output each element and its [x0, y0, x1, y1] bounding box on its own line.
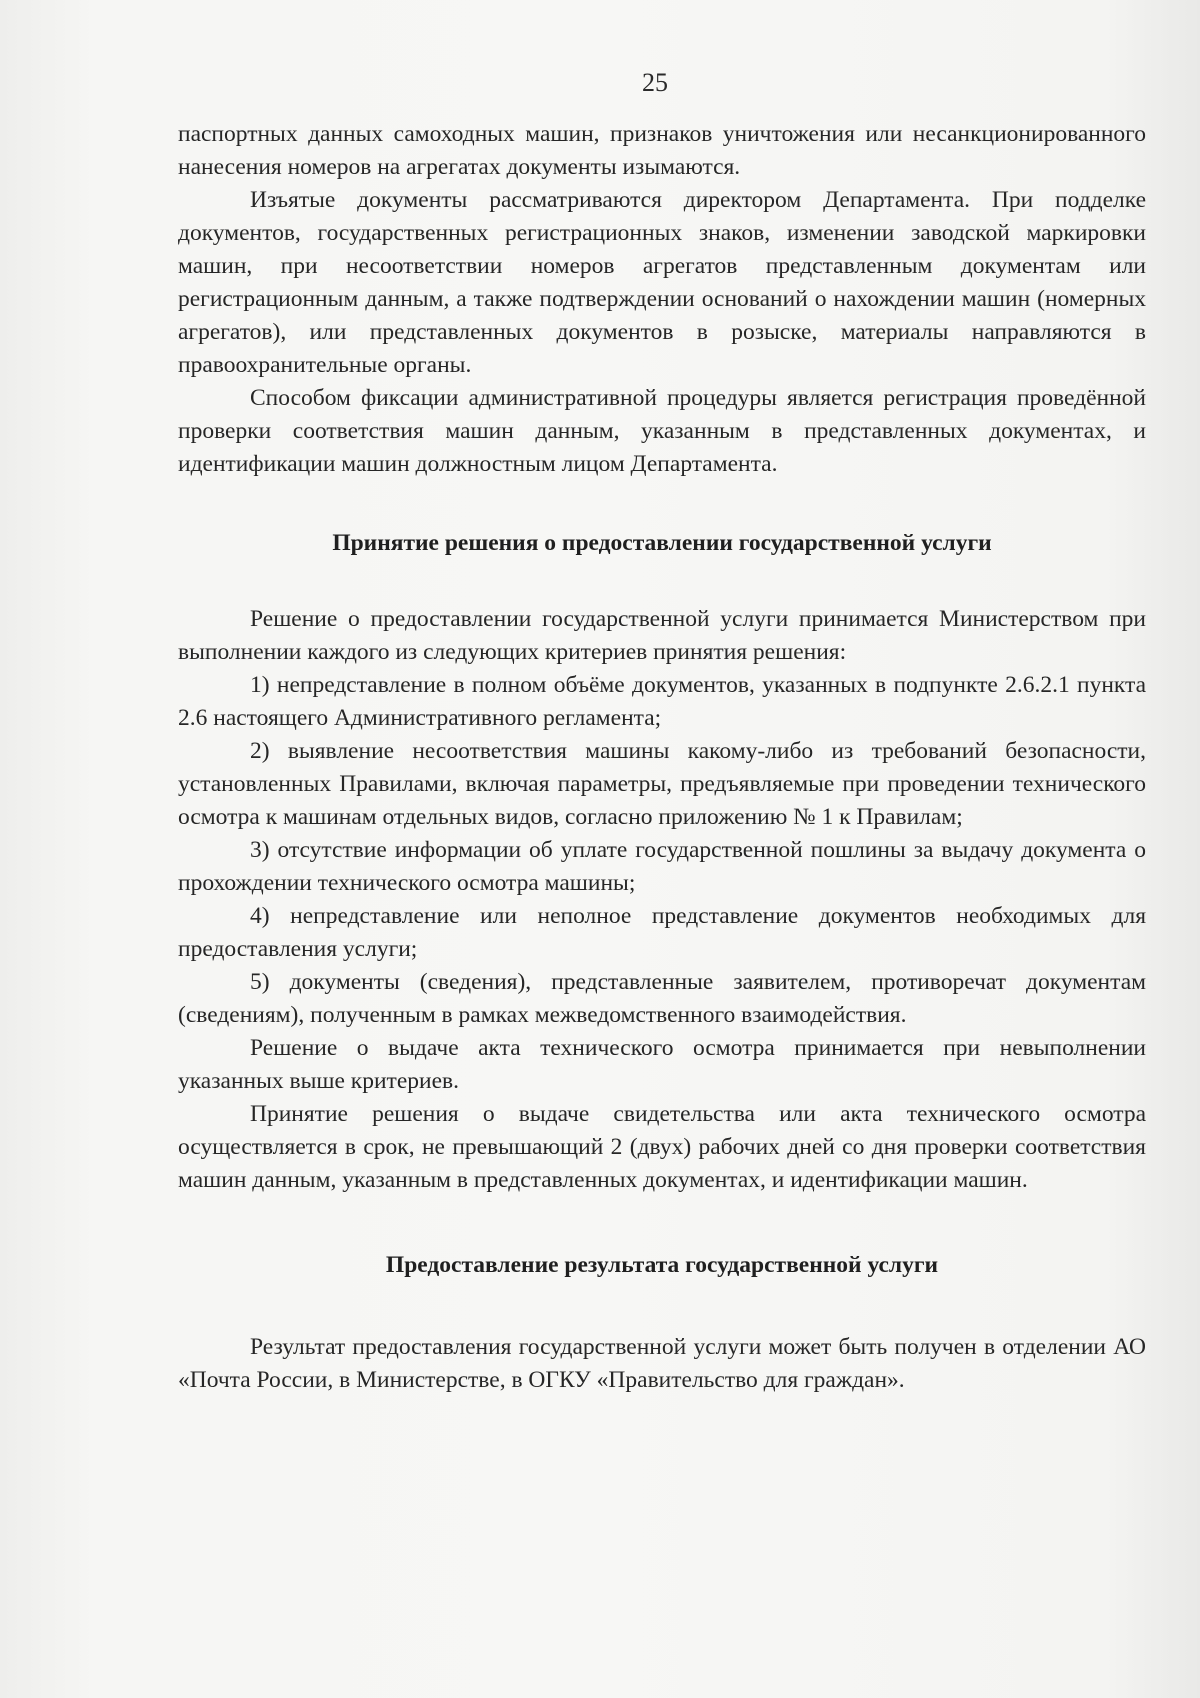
document-body — [178, 118, 1146, 1397]
section-heading: Принятие решения о предоставлении государственной услуги — [332, 530, 992, 556]
page-number: 25 — [642, 68, 668, 97]
paragraph: Результат предоставления государственной услуги может быть получен в отделении АО «Почта России, в Министерстве, в ОГКУ «Правительство для граждан». — [178, 1334, 1146, 1393]
list-item: 3) отсутствие информации об уплате государственной пошлины за выдачу документа о прохождении технического осмотра машины; — [178, 837, 1146, 896]
list-item: 2) выявление несоответствия машины какому-либо из требований безопасности, установленных Правилами, включая параметры, предъявляемые при проведении технического осмотра к машинам отдельных видов, согласно приложению № 1 к Правилам; — [178, 738, 1146, 830]
list-item: 4) непредставление или неполное представление документов необходимых для предоставления услуги; — [178, 903, 1146, 962]
paragraph: Способом фиксации административной процедуры является регистрация проведённой проверки соответствия машин данным, указанным в представленных документах, и идентификации машин должностным лицом Департамента. — [178, 385, 1146, 477]
paragraph: паспортных данных самоходных машин, признаков уничтожения или несанкционированного нанесения номеров на агрегатах документы изымаются. — [178, 121, 1146, 180]
section-heading: Предоставление результата государственной услуги — [385, 1252, 939, 1278]
list-item: 5) документы (сведения), представленные заявителем, противоречат документам (сведениям), полученным в рамках межведомственного взаимодействия. — [178, 969, 1146, 1028]
paragraph: Принятие решения о выдаче свидетельства или акта технического осмотра осуществляется в срок, не превышающий 2 (двух) рабочих дней со дня проверки соответствия машин данным, указанным в представленных документах, и идентификации машин. — [178, 1101, 1146, 1193]
paragraph: Решение о предоставлении государственной услуги принимается Министерством при выполнении каждого из следующих критериев принятия решения: — [178, 606, 1146, 665]
paragraph: Решение о выдаче акта технического осмотра принимается при невыполнении указанных выше критериев. — [178, 1035, 1146, 1094]
list-item: 1) непредставление в полном объёме документов, указанных в подпункте 2.6.2.1 пункта 2.6 настоящего Административного регламента; — [178, 672, 1146, 731]
paragraph: Изъятые документы рассматриваются директором Департамента. При подделке документов, государственных регистрационных знаков, изменении заводской маркировки машин, при несоответствии номеров агрегатов представленным документам или регистрационным данным, а также подтверждении оснований о нахождении машин (номерных агрегатов), или представленных документов в розыске, материалы направляются в правоохранительные органы. — [178, 187, 1146, 378]
